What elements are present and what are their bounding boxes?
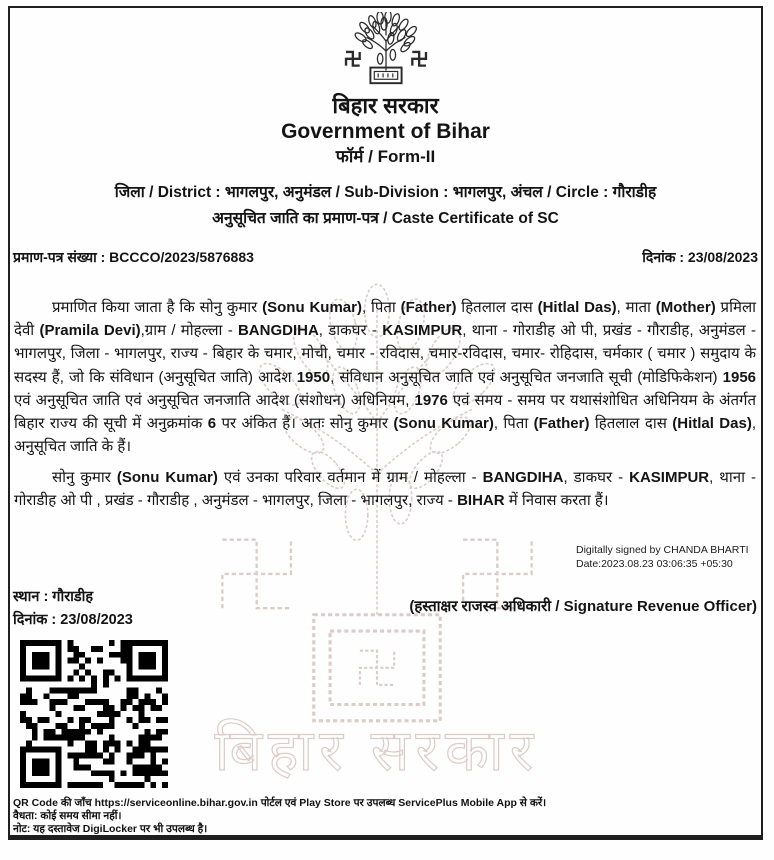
footer-qr-verification-note: QR Code की जाँच https://serviceonline.bihar.gov.in पोर्टल एवं Play Store पर उपलब्ध ServicePlus Mobile App से करें।	[13, 797, 547, 809]
digital-signature-stamp	[576, 544, 749, 571]
watermark-text: बिहार सरकार	[214, 718, 540, 780]
district-subdivision-circle-line: जिला / District : भागलपुर, अनुमंडल / Sub-Division : भागलपुर, अंचल / Circle : गौराडीह	[114, 184, 657, 201]
certificate-header	[10, 12, 761, 168]
digital-signature-date: Date:2023.08.23 03:06:35 +05:30	[576, 557, 733, 570]
footer-notes	[13, 797, 758, 836]
date-label: दिनांक : 23/08/2023	[13, 612, 133, 628]
bihar-emblem-icon	[334, 12, 438, 90]
certificate-meta-row	[13, 248, 758, 267]
qr-code	[13, 636, 175, 792]
certificate-type-line: अनुसूचित जाति का प्रमाण-पत्र / Caste Certificate of SC	[212, 210, 559, 227]
place-label: स्थान : गौराडीह	[13, 589, 94, 605]
certificate-issue-date: दिनांक : 23/08/2023	[642, 249, 758, 265]
digital-signature-signer: Digitally signed by CHANDA BHARTI	[576, 544, 749, 556]
residence-paragraph: सोनु कुमार (Sonu Kumar) एवं उनका परिवार वर्तमान में ग्राम / मोहल्ला - BANGDIHA, डाकघर - KASIMPUR, थाना - गोराडीह ओ पी , प्रखंड - गौराडीह , अनुमंडल - भागलपुर, जिला - भागलपुर, राज्य - BIHAR में निवास करता हैं।	[14, 469, 756, 510]
footer-validity-note: वैधता: कोई समय सीमा नहीं।	[13, 810, 122, 822]
certificate-subheader	[10, 180, 761, 232]
certificate-number: प्रमाण-पत्र संख्या : BCCCO/2023/5876883	[13, 249, 254, 265]
certificate-body-paragraph: प्रमाणित किया जाता है कि सोनु कुमार (Sonu Kumar), पिता (Father) हितलाल दास (Hitlal Das), माता (Mother) प्रमिला देवी (Pramila Devi),ग्राम / मोहल्ला - BANGDIHA, डाकघर - KASIMPUR, थाना - गोराडीह ओ पी, प्रखंड - गौराडीह, अनुमंडल - भागलपुर, जिला - भागलपुर, राज्य - बिहार के चमार, मोची, चमार - रविदास, चमार-रविदास, चमार- रोहिदास, चर्मकार ( चमार ) समुदाय के सदस्य हैं, जो कि संविधान (अनुसूचित जाति) आदेश 1950, संविधान अनुसूचित जाति एवं अनुसूचित जनजाति सूची (मोडिफिकेशन) 1956 एवं अनुसूचित जाति एवं अनुसूचित जनजाति आदेश (संशोधन) अधिनियम, 1976 एवं समय - समय पर यथासंशोधित अधिनियम के अंतर्गत बिहार राज्य की सूची में अनुक्रमांक 6 पर अंकित हैं। अतः सोनु कुमार (Sonu Kumar), पिता (Father) हितलाल दास (Hitlal Das), अनुसूचित जाति के हैं।	[14, 299, 757, 456]
revenue-officer-signature-label: (हस्ताक्षर राजस्व अधिकारी / Signature Revenue Officer)	[409, 598, 757, 615]
form-number-label: फॉर्म / Form-II	[335, 147, 436, 166]
certificate-content	[10, 8, 761, 835]
footer-digilocker-note: नोट: यह दस्तावेज DigiLocker पर भी उपलब्ध है।	[13, 823, 208, 835]
title-hindi: बिहार सरकार	[332, 93, 439, 118]
title-english: Government of Bihar	[281, 120, 490, 143]
certificate-border-frame	[8, 6, 763, 840]
